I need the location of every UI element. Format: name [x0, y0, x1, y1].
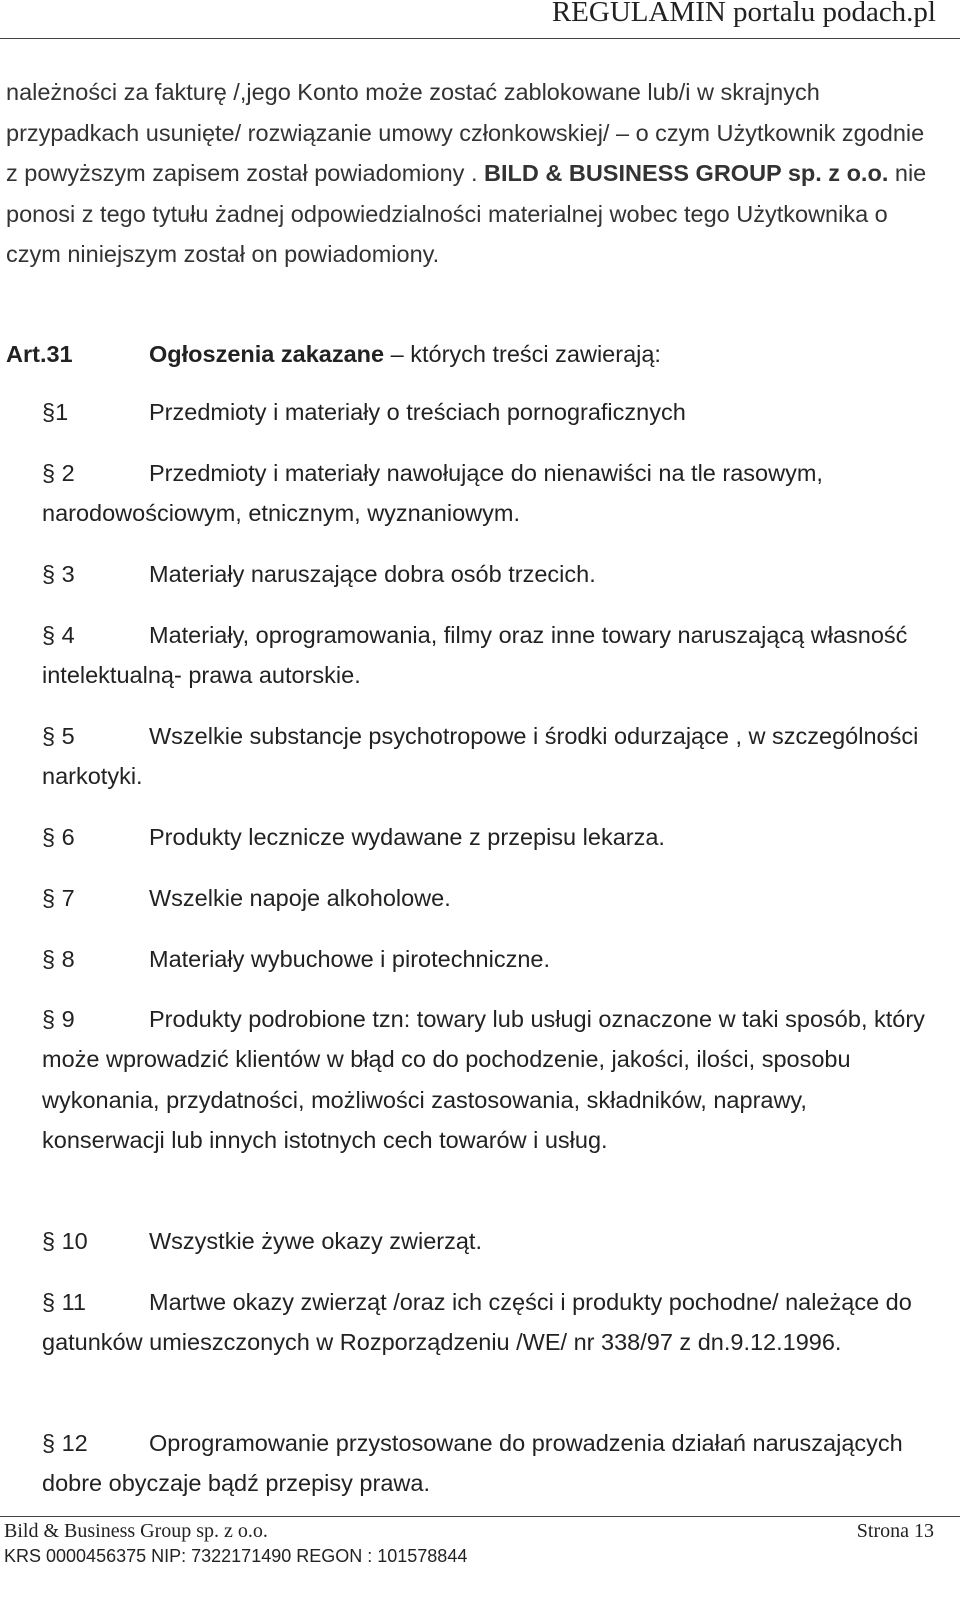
item-text: Wszelkie napoje alkoholowe. — [149, 885, 451, 911]
paragraph-number: § 3 — [42, 561, 75, 587]
item-text: Materiały naruszające dobra osób trzecich. — [149, 561, 596, 587]
intro-text-2: nie ponosi z tego tytułu żadnej odpowiedzialności materialnej wobec tego Użytkownika o czym niniejszym został on powiadomiony. — [6, 160, 927, 267]
list-item — [42, 392, 932, 432]
article-number: Art.31 — [6, 341, 73, 367]
list-item — [42, 615, 932, 696]
article-subtitle: – których treści zawierają: — [384, 341, 661, 367]
page-footer — [0, 1508, 960, 1608]
paragraph-number: § 10 — [42, 1228, 88, 1254]
item-text: Wszystkie żywe okazy zwierząt. — [149, 1228, 482, 1254]
item-text: Wszelkie substancje psychotropowe i środki odurzające , w szczególności narkotyki. — [42, 723, 919, 790]
item-text: Oprogramowanie przystosowane do prowadzenia działań naruszających dobre obyczaje bądź przepisy prawa. — [42, 1430, 903, 1497]
paragraph-number: § 12 — [42, 1430, 88, 1456]
list-item — [42, 878, 932, 918]
paragraph-number: § 11 — [42, 1289, 86, 1315]
item-text: Produkty podrobione tzn: towary lub usługi oznaczone w taki sposób, który może wprowadzić klientów w błąd co do pochodzenie, jakości, ilości, sposobu wykonania, przydatności, możliwości zastosowania, składników, naprawy, konserwacji lub innych istotnych cech towarów i usług. — [42, 1006, 925, 1154]
item-text: Przedmioty i materiały o treściach pornograficznych — [149, 399, 686, 425]
item-text: Materiały, oprogramowania, filmy oraz inne towary naruszającą własność intelektualną- prawa autorskie. — [42, 622, 908, 689]
list-item — [42, 716, 932, 797]
document-title: REGULAMIN portalu podach.pl — [551, 0, 936, 28]
footer-company: Bild & Business Group sp. z o.o. — [4, 1520, 268, 1542]
footer-registry: KRS 0000456375 NIP: 7322171490 REGON : 101578844 — [4, 1546, 468, 1566]
list-item — [42, 1221, 932, 1261]
paragraph-number: § 2 — [42, 460, 75, 486]
list-item — [42, 817, 932, 857]
intro-paragraph — [6, 72, 936, 275]
paragraph-number: § 4 — [42, 622, 75, 648]
page-header — [0, 0, 960, 40]
footer-divider — [0, 1516, 960, 1517]
article-title: Ogłoszenia zakazane — [149, 341, 385, 367]
paragraph-number: § 5 — [42, 723, 75, 749]
paragraph-number: § 6 — [42, 824, 75, 850]
list-item — [42, 939, 932, 979]
intro-text-1: należności za fakturę /,jego Konto może zostać zablokowane lub/i w skrajnych przypadkach usunięte/ rozwiązanie umowy członkowskiej/ – o czym Użytkownik zgodnie z powyższym zapisem został powiadomiony . — [6, 79, 925, 186]
list-item — [42, 453, 932, 534]
intro-company-name: BILD & BUSINESS GROUP sp. z o.o. — [484, 160, 889, 186]
item-text: Materiały wybuchowe i pirotechniczne. — [149, 946, 550, 972]
list-item — [42, 1282, 932, 1363]
item-text: Martwe okazy zwierząt /oraz ich części i produkty pochodne/ należące do gatunków umieszczonych w Rozporządzeniu /WE/ nr 338/97 z dn.9.12.1996. — [42, 1289, 912, 1356]
header-divider — [0, 38, 960, 39]
page-number: Strona 13 — [856, 1520, 934, 1542]
paragraph-number: § 8 — [42, 946, 75, 972]
list-item — [42, 999, 932, 1161]
paragraph-number: §1 — [42, 399, 69, 425]
article-heading — [6, 334, 946, 374]
list-item — [42, 1423, 932, 1504]
item-text: Produkty lecznicze wydawane z przepisu lekarza. — [149, 824, 665, 850]
paragraph-number: § 7 — [42, 885, 75, 911]
list-item — [42, 554, 932, 594]
paragraph-number: § 9 — [42, 1006, 75, 1032]
item-text: Przedmioty i materiały nawołujące do nienawiści na tle rasowym, narodowościowym, etnicznym, wyznaniowym. — [42, 460, 823, 527]
